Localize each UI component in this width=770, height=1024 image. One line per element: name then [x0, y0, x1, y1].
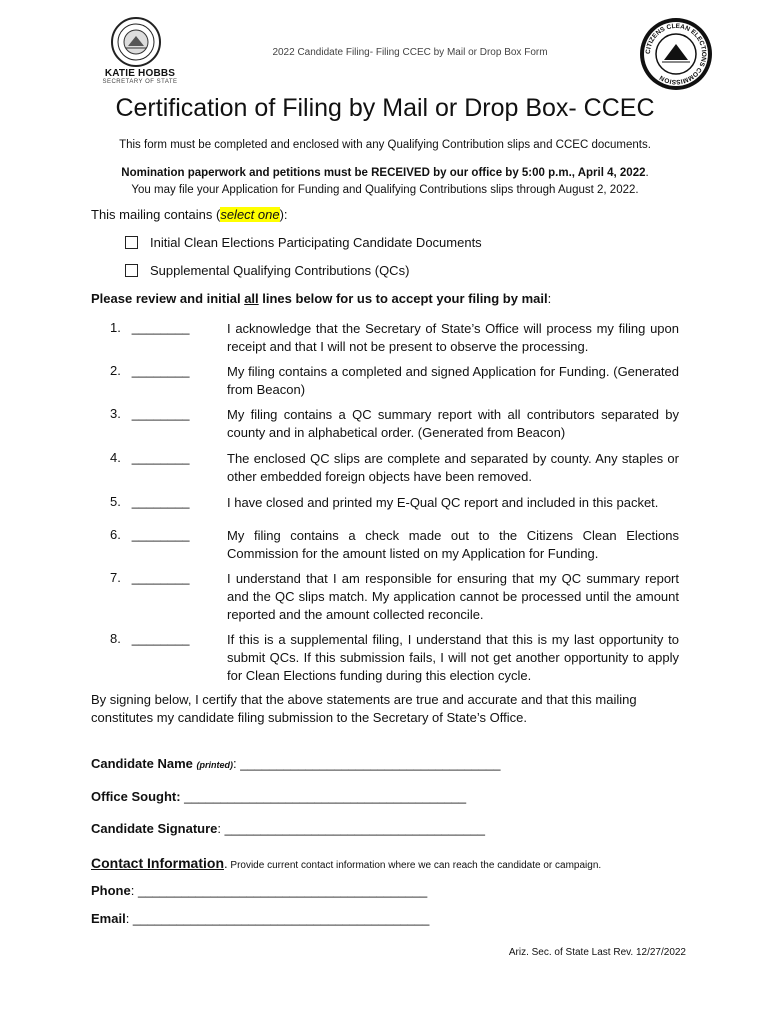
option-initial-documents[interactable]	[125, 235, 482, 250]
checkbox[interactable]	[125, 236, 138, 249]
commission-seal-logo	[638, 16, 714, 92]
statement-7: I understand that I am responsible for ensuring that my QC summary report and the QC slips match. My application cannot be processed until the amount reported and the amount collected reconcile.	[227, 571, 679, 622]
select-one-highlight: select one	[220, 207, 280, 222]
deadline-bold: Nomination paperwork and petitions must be RECEIVED by our office by 5:00 p.m., April 4, 2022	[121, 167, 646, 179]
statement-8: If this is a supplemental filing, I understand that this is my last opportunity to submit QCs. If this submission fails, I will not get another opportunity to apply for Clean Elections funding during this election cycle.	[227, 632, 679, 683]
statement-4: The enclosed QC slips are complete and separated by county. Any staples or other embedded foreign objects have been removed.	[227, 451, 679, 484]
initial-line-8[interactable]: 8. ________	[110, 631, 190, 646]
contact-title: Contact Information	[91, 855, 224, 871]
initial-line-5[interactable]: 5. ________	[110, 494, 190, 509]
statement-5: I have closed and printed my E-Qual QC report and included in this packet.	[227, 495, 659, 510]
intro-text: This form must be completed and enclosed with any Qualifying Contribution slips and CCEC documents.	[119, 139, 651, 151]
mailing-prompt: This mailing contains (select one):	[91, 207, 288, 222]
option-label: Initial Clean Elections Participating Candidate Documents	[150, 235, 482, 250]
option-label: Supplemental Qualifying Contributions (QCs)	[150, 263, 410, 278]
initial-line-7[interactable]: 7. ________	[110, 570, 190, 585]
statement-2: My filing contains a completed and signed Application for Funding. (Generated from Beacon)	[227, 364, 679, 397]
revision-footer: Ariz. Sec. of State Last Rev. 12/27/2022	[508, 947, 686, 958]
contact-information: Contact Information. Provide current contact information where we can reach the candidate or campaign.	[91, 855, 602, 871]
candidate-signature-field[interactable]: Candidate Signature: ____________________________________	[91, 821, 485, 836]
state-seal-logo	[110, 16, 162, 68]
option-supplemental-qcs[interactable]	[125, 263, 409, 278]
statement-1: I acknowledge that the Secretary of State’s Office will process my filing upon receipt and that I will not be present to observe the processing.	[227, 321, 679, 354]
initial-line-3[interactable]: 3. ________	[110, 406, 190, 421]
initial-line-6[interactable]: 6. ________	[110, 527, 190, 542]
initial-line-1[interactable]: 1. ________	[110, 320, 190, 335]
seal-subtitle: SECRETARY OF STATE	[102, 79, 178, 85]
phone-field[interactable]: Phone: ________________________________________	[91, 883, 428, 898]
seal-name: KATIE HOBBS	[104, 68, 176, 79]
statement-3: My filing contains a QC summary report with all contributors separated by county and in alphabetical order. (Generated from Beacon)	[227, 407, 679, 440]
email-field[interactable]: Email: _________________________________________	[91, 911, 430, 926]
certification-statement: By signing below, I certify that the above statements are true and accurate and that this mailing constitutes my candidate filing submission to the Secretary of State’s Office.	[91, 692, 637, 725]
initial-line-2[interactable]: 2. ________	[110, 363, 190, 378]
review-instruction: Please review and initial all lines below for us to accept your filing by mail:	[91, 291, 552, 306]
statement-6: My filing contains a check made out to the Citizens Clean Elections Commission for the amount listed on my Application for Funding.	[227, 528, 679, 561]
form-header: 2022 Candidate Filing- Filing CCEC by Mail or Drop Box Form	[272, 47, 548, 58]
deadline-line2: You may file your Application for Funding and Qualifying Contributions slips through August 2, 2022.	[131, 184, 639, 196]
office-sought-field[interactable]: Office Sought: _______________________________________	[91, 789, 467, 804]
checkbox[interactable]	[125, 264, 138, 277]
deadline-notice: Nomination paperwork and petitions must be RECEIVED by our office by 5:00 p.m., April 4, 2022. You may file your Application for Funding and Qualifying Contributions slips through August 2, 2022.	[121, 167, 649, 196]
candidate-name-field[interactable]: Candidate Name (printed): ____________________________________	[91, 756, 501, 771]
seal-ring-text: CITIZENS CLEAN ELECTIONS COMMISSION	[644, 22, 708, 86]
initial-line-4[interactable]: 4. ________	[110, 450, 190, 465]
page-title: Certification of Filing by Mail or Drop Box- CCEC	[115, 94, 655, 122]
